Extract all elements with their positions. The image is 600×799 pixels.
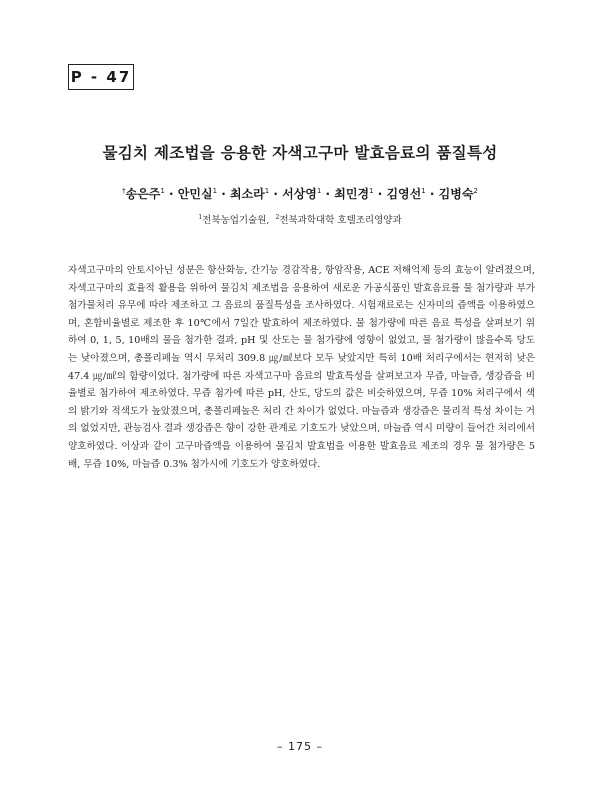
poster-number: P - 47 — [70, 68, 132, 86]
poster-number-box — [68, 64, 134, 90]
author-name: 송은주 — [125, 187, 161, 201]
abstract-body: 자색고구마의 안토시아닌 성분은 항산화능, 간기능 경감작용, 항암작용, ACE 저해억제 등의 효능이 알려졌으며, 자색고구마의 효율적 활용을 위하여 물김치 제조법을 응용하여 새로운 가공식품인 발효음료를 물 첨가량과 부가 첨가물처리 유무에 따라 제조하고 그 음료의 품질특성을 조사하였다. 시험재료로는 신자미의 즙액을 이용하였으며, 혼합비율별로 제조한 후 10℃에서 7일간 발효하여 제조하였다. 물 첨가량에 따른 음료 특성을 살펴보기 위하여 0, 1, 5, 10배의 물을 첨가한 결과, pH 및 산도는 물 첨가량에 영향이 없었고, 물 첨가량이 많을수록 당도는 낮아졌으며, 총폴리페놀 역시 무처리 309.8 ㎍/㎖보다 모두 낮았지만 특히 10배 처리구에서는 현저히 낮은 47.4 ㎍/㎖의 함량이었다. 첨가량에 따른 자색고구마 음료의 발효특성을 살펴보고자 무즙, 마늘즙, 생강즙을 비율별로 첨가하여 제조하였다. 무즙 첨가에 따른 pH, 산도, 당도의 값은 비슷하였으며, 무즙 10% 처리구에서 색의 밝기와 적색도가 높았졌으며, 총폴리페놀은 처리 간 차이가 없었다. 마늘즙과 생강즙은 물리적 특성 차이는 거의 없었지만, 관능검사 결과 생강즙은 향이 강한 관계로 기호도가 낮았으며, 마늘즙 역시 미량이 들어간 처리에서 양호하였다. 이상과 같이 고구마즙액을 이용하여 물김치 발효법을 이용한 발효음료 제조의 경우 물 첨가량은 5배, 무즙 10%, 마늘즙 0.3% 첨가시에 기호도가 양호하였다. — [68, 265, 535, 470]
page-number: – 175 – — [277, 740, 323, 753]
author-affiliation-sup: 1 — [369, 187, 374, 195]
affiliation-2-sup: 2 — [275, 214, 280, 221]
author-affiliation-sup: 1 — [316, 187, 322, 195]
author-separator: · — [217, 187, 230, 201]
corresponding-author-mark: † — [122, 187, 126, 195]
affiliation-line — [0, 212, 600, 226]
author-separator: · — [373, 187, 387, 201]
author-name: 서상영 — [282, 187, 317, 201]
author-affiliation-sup: 1 — [160, 187, 165, 195]
paper-title: 물김치 제조법을 응용한 자색고구마 발효음료의 품질특성 — [102, 144, 498, 162]
author-separator: · — [425, 187, 439, 201]
author-separator: · — [164, 187, 178, 201]
author-name: 안민실 — [177, 187, 213, 201]
author-affiliation-sup: 1 — [212, 187, 218, 195]
author-affiliation-sup: 2 — [473, 187, 478, 195]
author-list — [0, 185, 600, 202]
author-name: 최소라 — [229, 187, 265, 201]
author-name: 김영선 — [386, 187, 422, 201]
author-name: 최민경 — [334, 187, 370, 201]
author-name: 김병숙 — [438, 187, 474, 201]
affiliation-1: 전북농업기술원, — [202, 215, 270, 226]
affiliation-2: 전북과학대학 호텔조리영양과 — [279, 215, 402, 226]
author-affiliation-sup: 1 — [421, 187, 426, 195]
author-separator: · — [269, 187, 283, 201]
author-separator: · — [321, 187, 335, 201]
author-affiliation-sup: 1 — [264, 187, 270, 195]
affiliation-1-sup: 1 — [198, 214, 203, 221]
